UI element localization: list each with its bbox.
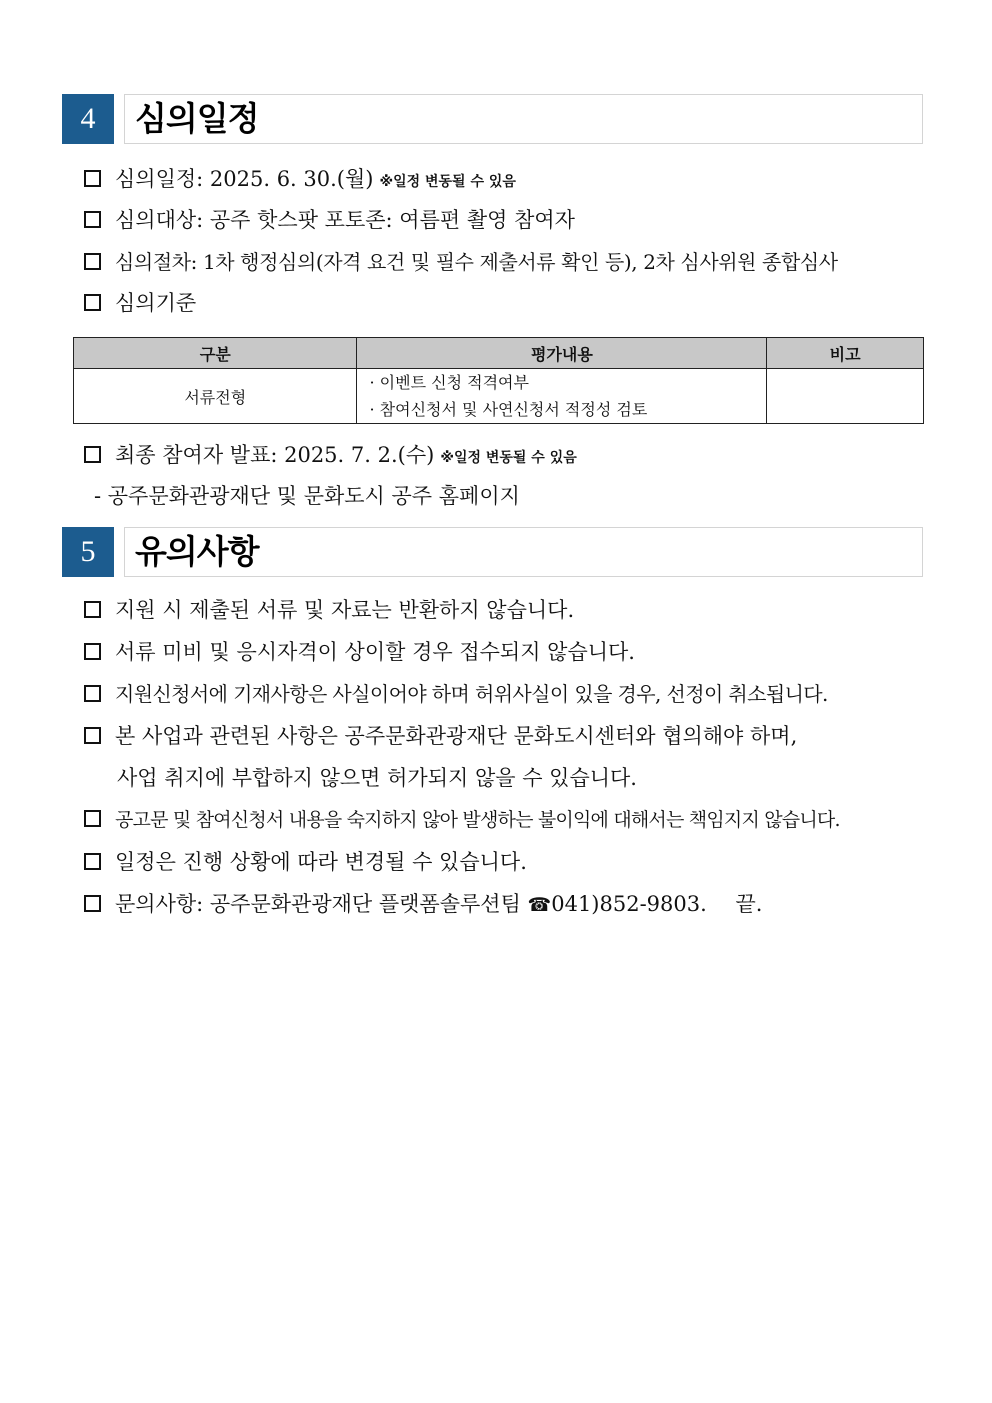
checkbox-bullet-icon bbox=[84, 294, 101, 311]
section-number: 4 bbox=[62, 94, 114, 144]
checkbox-bullet-icon bbox=[84, 446, 101, 463]
schedule-note: ※일정 변동될 수 있음 bbox=[379, 174, 516, 190]
checkbox-bullet-icon bbox=[84, 211, 101, 228]
section-title-box bbox=[124, 94, 923, 144]
checkbox-bullet-icon bbox=[84, 643, 101, 660]
content-cell bbox=[357, 369, 767, 424]
column-header: 비고 bbox=[767, 338, 924, 369]
list-item: 지원신청서에 기재사항은 사실이어야 하며 허위사실이 있을 경우, 선정이 취소됩니다. bbox=[84, 680, 828, 708]
table-header-row bbox=[74, 338, 924, 369]
list-item: 서류 미비 및 응시자격이 상이할 경우 접수되지 않습니다. bbox=[84, 638, 635, 666]
checkbox-bullet-icon bbox=[84, 685, 101, 702]
list-item: 일정은 진행 상황에 따라 변경될 수 있습니다. bbox=[84, 848, 527, 876]
checkbox-bullet-icon bbox=[84, 253, 101, 270]
category-cell: 서류전형 bbox=[74, 369, 357, 424]
checkbox-bullet-icon bbox=[84, 895, 101, 912]
evaluation-criteria-table bbox=[73, 337, 924, 424]
list-item: 심의대상: 공주 핫스팟 포토존: 여름편 촬영 참여자 bbox=[84, 206, 575, 234]
checkbox-bullet-icon bbox=[84, 853, 101, 870]
list-item: 심의일정: 2025. 6. 30.(월) ※일정 변동될 수 있음 bbox=[84, 165, 516, 196]
checkbox-bullet-icon bbox=[84, 727, 101, 744]
list-item-continuation: 사업 취지에 부합하지 않으면 허가되지 않을 수 있습니다. bbox=[117, 766, 637, 790]
section-title: 심의일정 bbox=[135, 99, 259, 138]
phone-icon: ☎ bbox=[527, 894, 552, 916]
checkbox-bullet-icon bbox=[84, 170, 101, 187]
column-header: 구분 bbox=[74, 338, 357, 369]
section-number: 5 bbox=[62, 527, 114, 577]
contact-item: 문의사항: 공주문화관광재단 플랫폼솔루션팀 ☎041)852-9803. 끝. bbox=[84, 890, 762, 919]
column-header: 평가내용 bbox=[357, 338, 767, 369]
section-title: 유의사항 bbox=[135, 532, 259, 571]
end-mark: 끝. bbox=[735, 892, 763, 916]
content-line: · 이벤트 신청 적격여부 bbox=[369, 373, 529, 392]
remark-cell bbox=[767, 369, 924, 424]
checkbox-bullet-icon bbox=[84, 810, 101, 827]
section-title-box bbox=[124, 527, 923, 577]
schedule-note: ※일정 변동될 수 있음 bbox=[440, 450, 577, 466]
section-4-header bbox=[62, 94, 923, 144]
checkbox-bullet-icon bbox=[84, 601, 101, 618]
list-item: 지원 시 제출된 서류 및 자료는 반환하지 않습니다. bbox=[84, 596, 574, 624]
contact-phone: 041)852-9803. bbox=[551, 892, 707, 916]
list-item: 심의절차: 1차 행정심의(자격 요건 및 필수 제출서류 확인 등), 2차 심사위원 종합심사 bbox=[84, 248, 838, 276]
list-item: 최종 참여자 발표: 2025. 7. 2.(수) ※일정 변동될 수 있음 bbox=[84, 441, 577, 472]
list-item: 심의기준 bbox=[84, 289, 196, 317]
list-item: 본 사업과 관련된 사항은 공주문화관광재단 문화도시센터와 협의해야 하며, bbox=[84, 722, 797, 750]
list-item: 공고문 및 참여신청서 내용을 숙지하지 않아 발생하는 불이익에 대해서는 책임지지 않습니다. bbox=[84, 806, 840, 834]
sub-item: - 공주문화관광재단 및 문화도시 공주 홈페이지 bbox=[94, 484, 520, 508]
section-5-header bbox=[62, 527, 923, 577]
table-row bbox=[74, 369, 924, 424]
content-line: · 참여신청서 및 사연신청서 적정성 검토 bbox=[369, 400, 648, 419]
